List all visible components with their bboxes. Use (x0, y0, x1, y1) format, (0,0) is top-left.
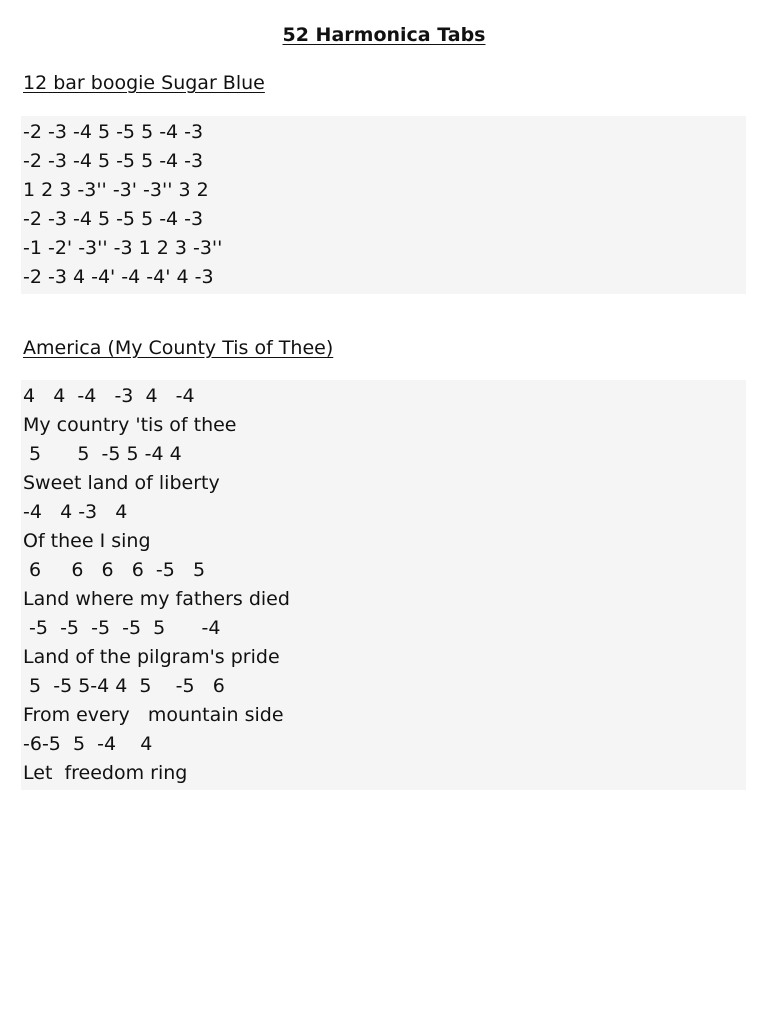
tab-block-america (21, 380, 746, 790)
tab-line: -2 -3 -4 5 -5 5 -4 -3 (23, 150, 204, 172)
tab-line: -4 4 -3 4 (23, 501, 128, 523)
lyric-line: Let freedom ring (23, 762, 188, 784)
tab-line: -2 -3 -4 5 -5 5 -4 -3 (23, 121, 204, 143)
lyric-line: Of thee I sing (23, 530, 151, 552)
tab-line: -2 -3 -4 5 -5 5 -4 -3 (23, 208, 204, 230)
lyric-line: My country 'tis of thee (23, 414, 237, 436)
tab-line: -2 -3 4 -4' -4 -4' 4 -3 (23, 266, 214, 288)
section-heading-america: America (My County Tis of Thee) (23, 337, 334, 359)
lyric-line: Land of the pilgram's pride (23, 646, 280, 668)
tab-line: -1 -2' -3'' -3 1 2 3 -3'' (23, 237, 223, 259)
tab-line: 5 5 -5 5 -4 4 (23, 443, 182, 465)
section-heading-12-bar-boogie: 12 bar boogie Sugar Blue (23, 72, 265, 94)
lyric-line: Land where my fathers died (23, 588, 290, 610)
tab-line: 1 2 3 -3'' -3' -3'' 3 2 (23, 179, 209, 201)
tab-line: -5 -5 -5 -5 5 -4 (23, 617, 221, 639)
tab-line: 5 -5 5-4 4 5 -5 6 (23, 675, 225, 697)
tab-line: 6 6 6 6 -5 5 (23, 559, 206, 581)
tab-line: 4 4 -4 -3 4 -4 (23, 385, 195, 407)
page-title: 52 Harmonica Tabs (282, 24, 486, 46)
lyric-line: Sweet land of liberty (23, 472, 220, 494)
tab-line: -6-5 5 -4 4 (23, 733, 153, 755)
tab-block-12-bar-boogie (21, 116, 746, 294)
lyric-line: From every mountain side (23, 704, 284, 726)
